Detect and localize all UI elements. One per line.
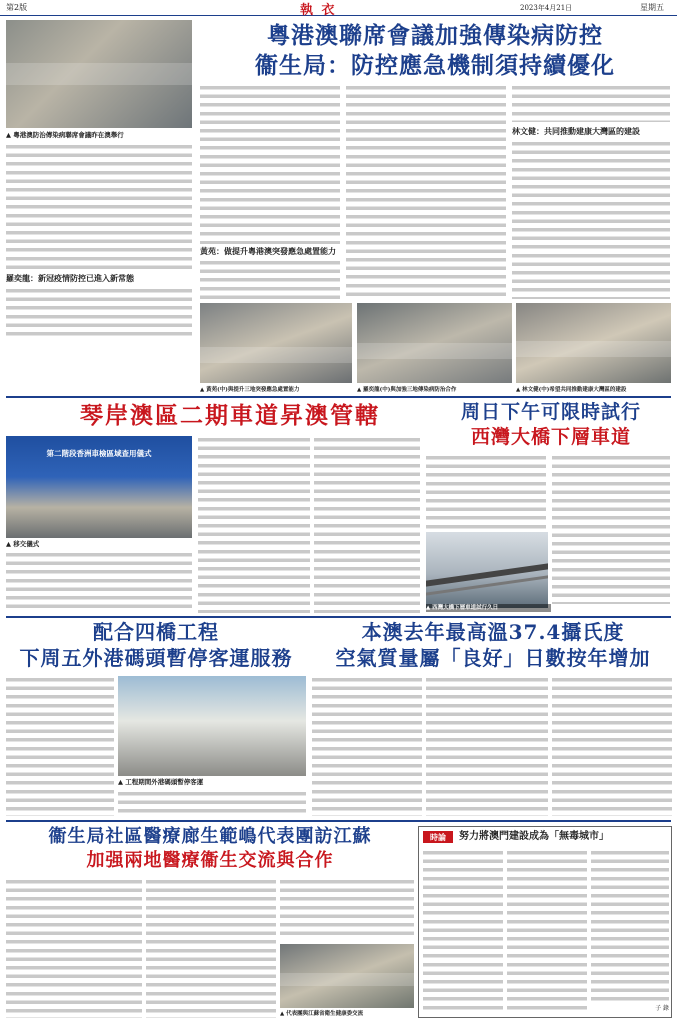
handover-ceremony-photo [6,436,192,538]
story1-col-3 [512,140,670,299]
column-tag: 時論 [423,831,453,843]
story2-photo-caption: ▲ 移交儀式 [6,540,40,548]
opinion-column-box [418,826,672,1018]
story5-col-1 [312,676,422,816]
story1-col-1 [200,84,340,244]
section-divider-2 [6,616,671,618]
story4-headline-1: 配合四橋工程 [93,620,219,644]
story5-headline-2: 空氣質量屬「良好」日數按年增加 [335,646,651,670]
story3-headline-1: 周日下午可限時試行 [460,401,641,423]
story4-photo-caption: ▲ 工程期間外港碼頭暫停客運 [118,778,204,786]
page-number: 第2版 [6,3,28,12]
photo-caption-1: ▲ 黃苑(中)與提升三地突發應急處置能力 [200,387,300,393]
story4-col-2 [118,790,306,816]
story1-photo-caption: ▲ 粵港澳防治傳染病聯席會議昨在澳舉行 [6,131,124,139]
story5-col-3 [552,676,672,816]
story6-headline-1: 衞生局社區醫療廊生範嶋代表團訪江蘇 [48,826,372,847]
story1-headline-2: 衞生局：防控應急機制須持續優化 [255,52,615,79]
photo-caption-2: ▲ 羅奕龍(中)與加強三地傳染病防治合作 [357,387,457,393]
story6-col-1 [6,878,142,1018]
story3-col-1 [426,454,546,529]
story2-col-1 [198,436,310,613]
story3-col-2 [552,454,670,604]
story6-headline-2: 加强兩地醫療衞生交流與合作 [86,850,334,871]
story1-col-2 [346,84,506,299]
story6-col-2 [146,878,276,1018]
jiangsu-delegation-photo [280,944,414,1008]
column-title: 努力將澳門建設成為「無毒城市」 [459,831,609,842]
story4-headline-2: 下周五外港碼頭暫停客運服務 [19,646,293,670]
story5-col-2 [426,676,548,816]
story1-col-3a [512,84,670,122]
story1-subhead-1: 羅奕龍：新冠疫情防控已進入新常態 [6,273,134,283]
bridge-lower-deck-photo [426,532,548,608]
lin-wenjian-photo [516,303,671,383]
column-col-3 [591,849,669,1001]
column-col-2 [507,849,587,1013]
column-col-1 [423,849,503,1013]
story3-headline-2: 西灣大橋下層車道 [470,426,631,448]
story1-subhead-2: 黃苑：做提升粵港澳突發應急處置能力 [200,246,336,256]
story6-photo-caption: ▲ 代表團與江蘇省衛生健康委交流 [280,1011,364,1017]
story1-body-left [6,143,192,271]
story2-col-2 [314,436,420,613]
story6-col-3 [280,878,414,940]
story2-headline: 琴岸澳區二期車道昇澳管轄 [80,402,380,429]
story3-photo-caption: ▲ 西灣大橋下層車道試行久日 [426,604,551,612]
meeting-group-photo [6,20,192,128]
issue-date: 2023年4月21日 [520,4,573,12]
story4-col-1 [6,676,114,816]
masthead: 執 衣 [300,3,337,18]
section-divider-3 [6,820,671,822]
story5-headline-1: 本澳去年最高溫37.4攝氏度 [361,620,625,644]
story1-body-left-2 [6,287,192,339]
story1-subhead-3: 林文健：共同推動建康大灣區的建設 [512,126,640,136]
section-divider-1 [6,396,671,398]
luo-yilong-photo [357,303,512,383]
outer-harbour-terminal-photo [118,676,306,776]
photo-caption-3: ▲ 林文健(中)希望共同推動建康大灣區的建設 [516,387,627,393]
story1-headline-1: 粵港澳聯席會議加強傳染病防控 [267,22,603,49]
huang-yuan-photo [200,303,352,383]
story1-col-1b [200,259,340,299]
story2-body-left [6,551,192,613]
ceremony-banner: 第二階段香洲車檢區域查用儀式 [46,449,152,458]
page-header [0,0,677,16]
column-byline: 子 錄 [655,1005,669,1012]
issue-weekday: 星期五 [640,3,664,12]
